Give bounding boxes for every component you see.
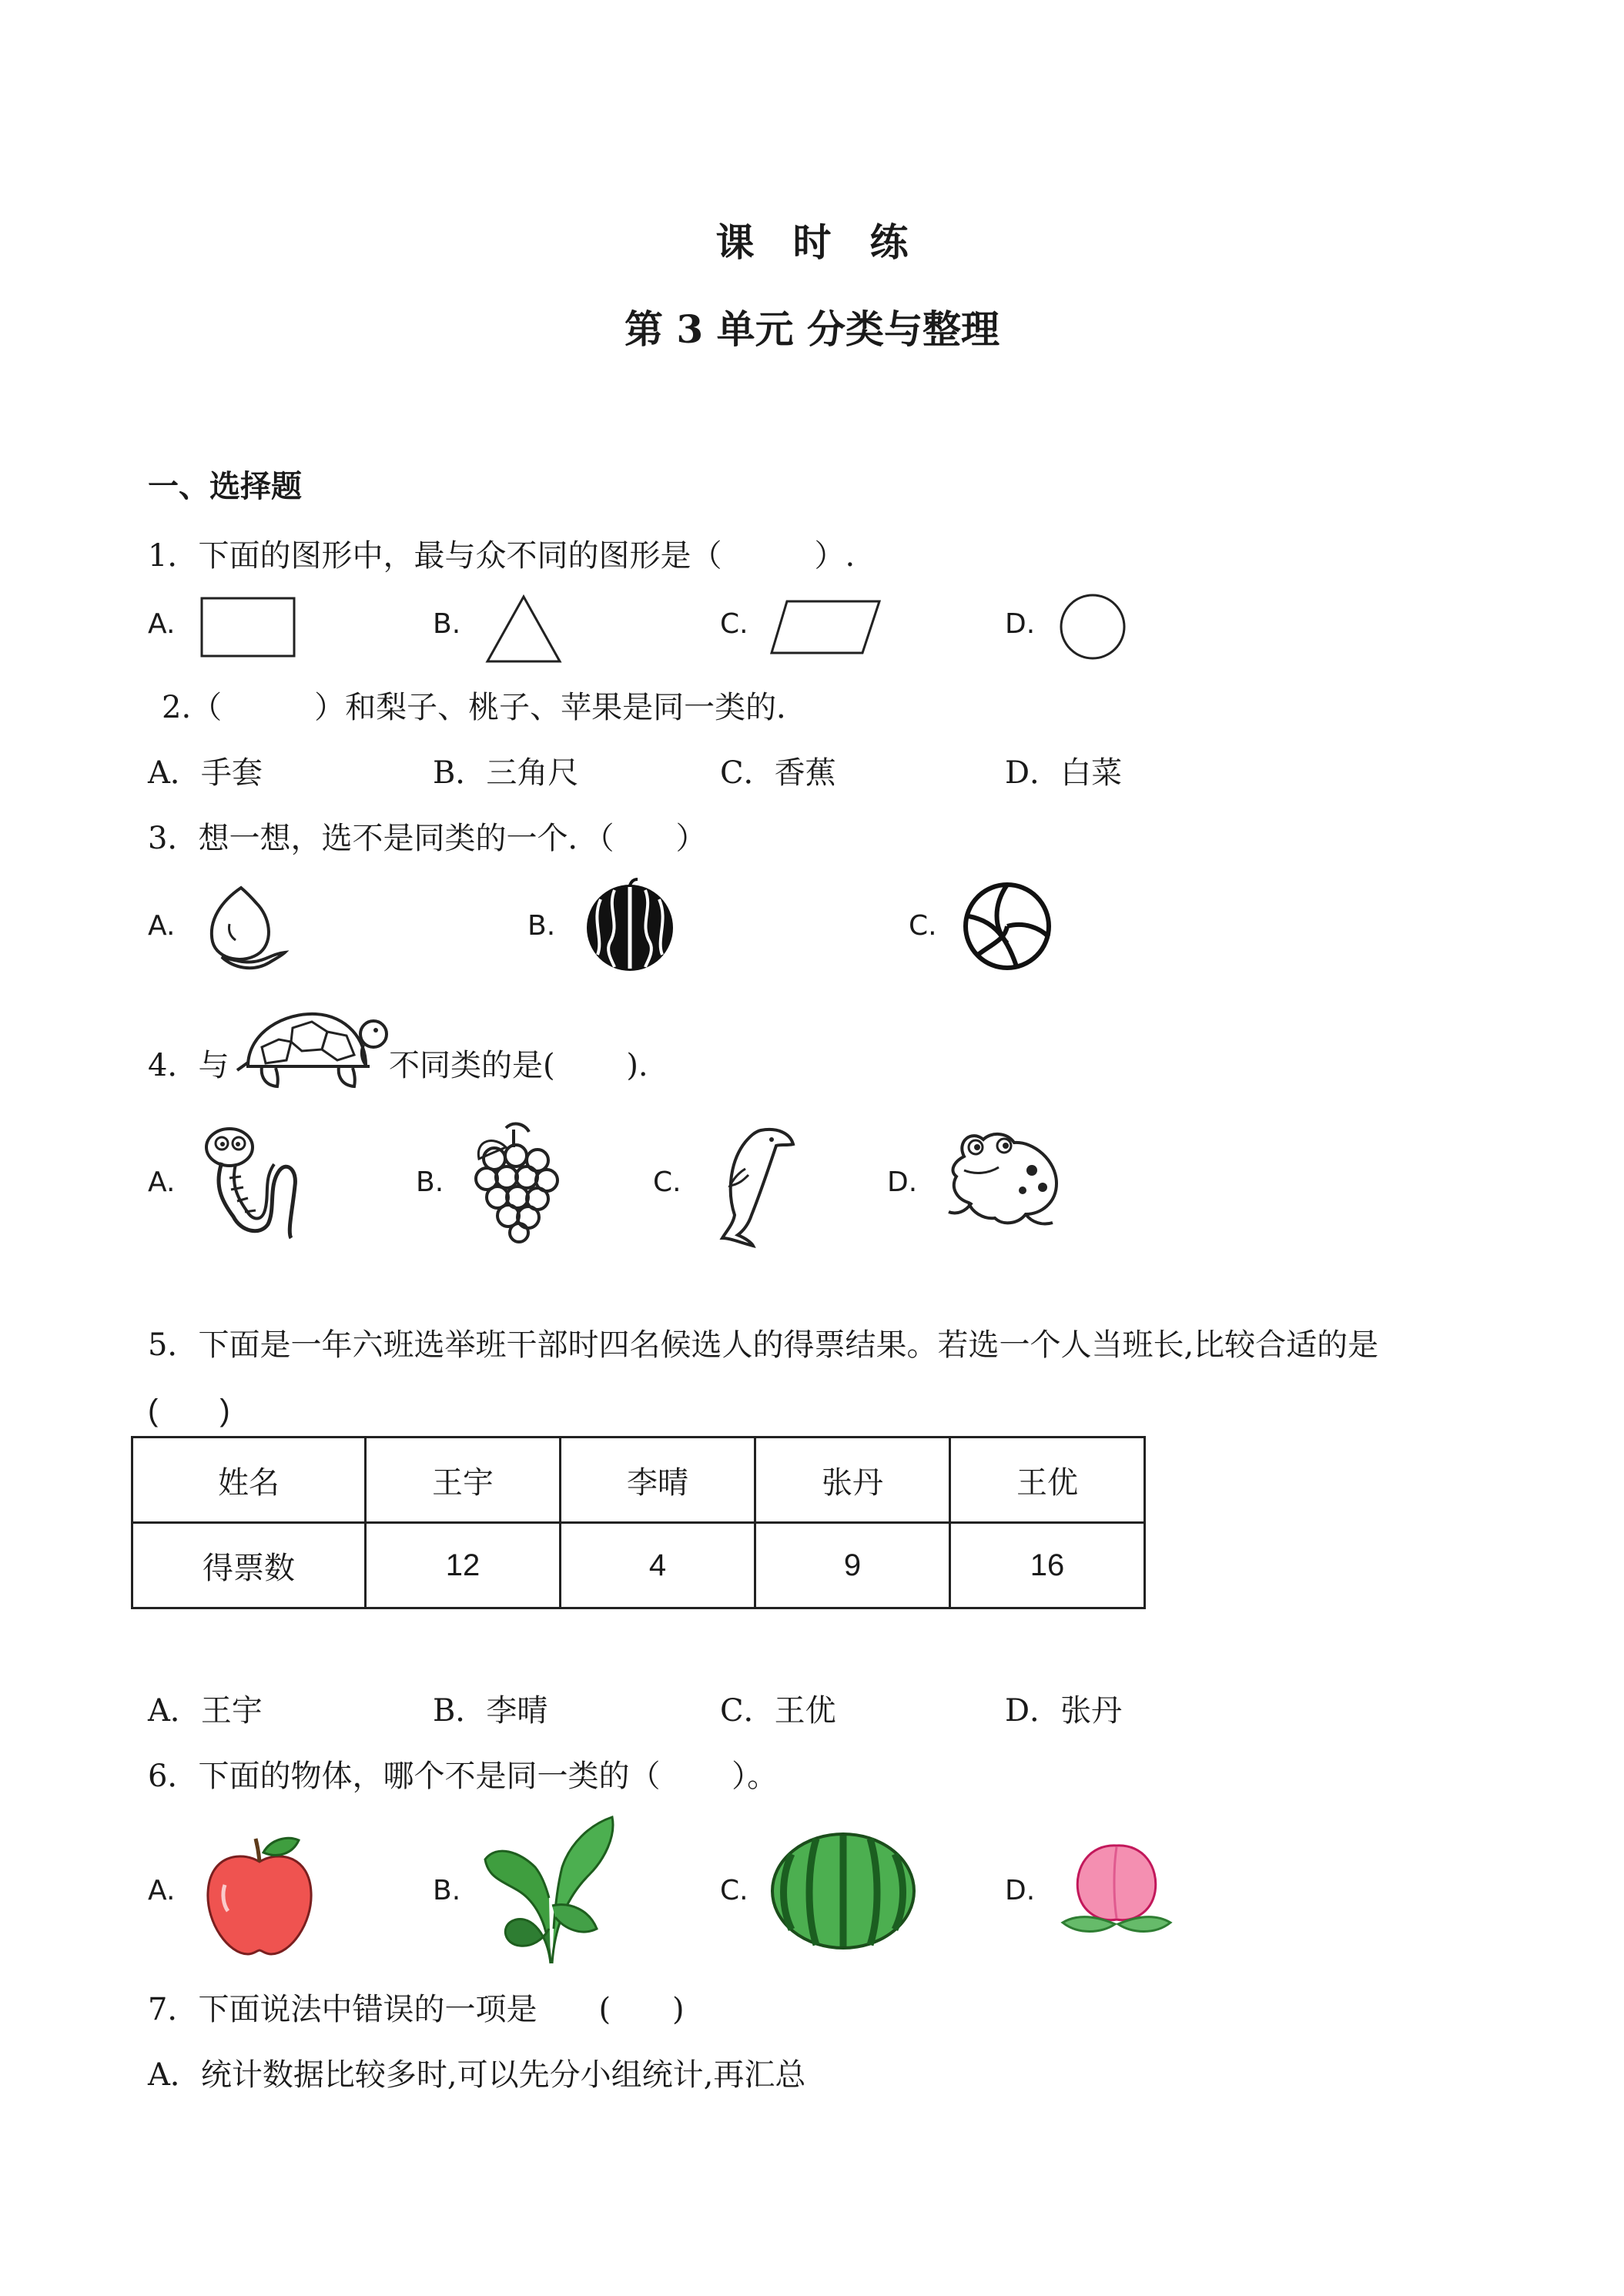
unit-subtitle: 第 3 单元 分类与整理 [624, 306, 1000, 352]
watermelon-color-icon [770, 1831, 916, 1950]
table-row-label: 得票数 [132, 1523, 366, 1608]
q3-option-b-label: B. [527, 910, 556, 942]
volleyball-icon [963, 882, 1053, 972]
q1-option-b-label: B. [433, 608, 461, 640]
peach-color-icon [1055, 1836, 1178, 1944]
q5-option-d: D．张丹 [1005, 1693, 1123, 1729]
q6-option-c-label: C. [720, 1875, 748, 1906]
question-4-prefix: 4．与 [148, 1048, 229, 1083]
table-cell: 4 [561, 1523, 755, 1608]
q6-option-a-label: A. [148, 1875, 176, 1906]
q3-option-c-label: C. [909, 910, 937, 942]
table-header-cell: 王优 [950, 1438, 1145, 1523]
table-header-cell: 张丹 [755, 1438, 950, 1523]
q2-option-b: B．三角尺 [433, 755, 579, 791]
q2-option-d: D．白菜 [1005, 755, 1123, 791]
frog-icon [941, 1126, 1068, 1233]
q2-option-c: C．香蕉 [720, 755, 836, 791]
question-6: 6．下面的物体，哪个不是同一类的（ ）。 [148, 1759, 779, 1794]
dolphin-icon [707, 1123, 799, 1246]
spinach-leaves-icon [481, 1813, 620, 1967]
q5-option-c: C．王优 [720, 1693, 836, 1729]
table-cell: 12 [366, 1523, 561, 1608]
table-cell: 16 [950, 1523, 1145, 1608]
table-row [132, 1523, 1145, 1608]
question-1: 1．下面的图形中，最与众不同的图形是（ ）. [148, 538, 856, 574]
q4-option-d-label: D. [887, 1166, 918, 1198]
question-3: 3．想一想，选不是同类的一个．（ ） [148, 821, 707, 856]
question-5: 5．下面是一年六班选举班干部时四名候选人的得票结果。若选一个人当班长,比较合适的是 [148, 1327, 1379, 1363]
q5-option-b: B．李晴 [433, 1693, 548, 1729]
q3-option-a-label: A. [148, 910, 176, 942]
q4-option-c-label: C. [653, 1166, 681, 1198]
q4-option-b-label: B. [416, 1166, 444, 1198]
section-heading: 一、选择题 [148, 468, 302, 504]
parallelogram-shape-icon [770, 599, 882, 657]
grapes-icon [471, 1120, 560, 1243]
q2-option-a: A．手套 [148, 755, 263, 791]
table-row [132, 1438, 1145, 1523]
q4-option-a-label: A. [148, 1166, 176, 1198]
apple-icon [202, 1831, 317, 1962]
question-4-suffix: 不同类的是( ). [389, 1048, 648, 1083]
question-7: 7．下面说法中错误的一项是 ( ) [148, 1992, 685, 2027]
q6-option-d-label: D. [1005, 1875, 1036, 1906]
vote-table [131, 1436, 1146, 1609]
page-title: 课 时 练 [715, 219, 909, 265]
turtle-icon [231, 1005, 385, 1093]
q6-option-b-label: B. [433, 1875, 461, 1906]
snake-icon [199, 1124, 303, 1240]
table-cell: 9 [755, 1523, 950, 1608]
question-5-paren: ( ) [148, 1394, 230, 1427]
table-header-cell: 王宇 [366, 1438, 561, 1523]
q7-option-a: A．统计数据比较多时,可以先分小组统计,再汇总 [148, 2057, 806, 2093]
table-header-cell: 姓名 [132, 1438, 366, 1523]
table-header-cell: 李晴 [561, 1438, 755, 1523]
question-2: 2.（ ）和梨子、桃子、苹果是同一类的． [162, 690, 808, 725]
q1-option-c-label: C. [720, 608, 748, 640]
watermelon-bw-icon [584, 878, 678, 974]
q1-option-d-label: D. [1005, 608, 1036, 640]
peach-outline-icon [199, 882, 287, 974]
triangle-shape-icon [485, 594, 562, 664]
circle-shape-icon [1059, 593, 1128, 662]
rectangle-shape-icon [200, 597, 296, 658]
q5-option-a: A．王宇 [148, 1693, 263, 1729]
q1-option-a-label: A. [148, 608, 176, 640]
